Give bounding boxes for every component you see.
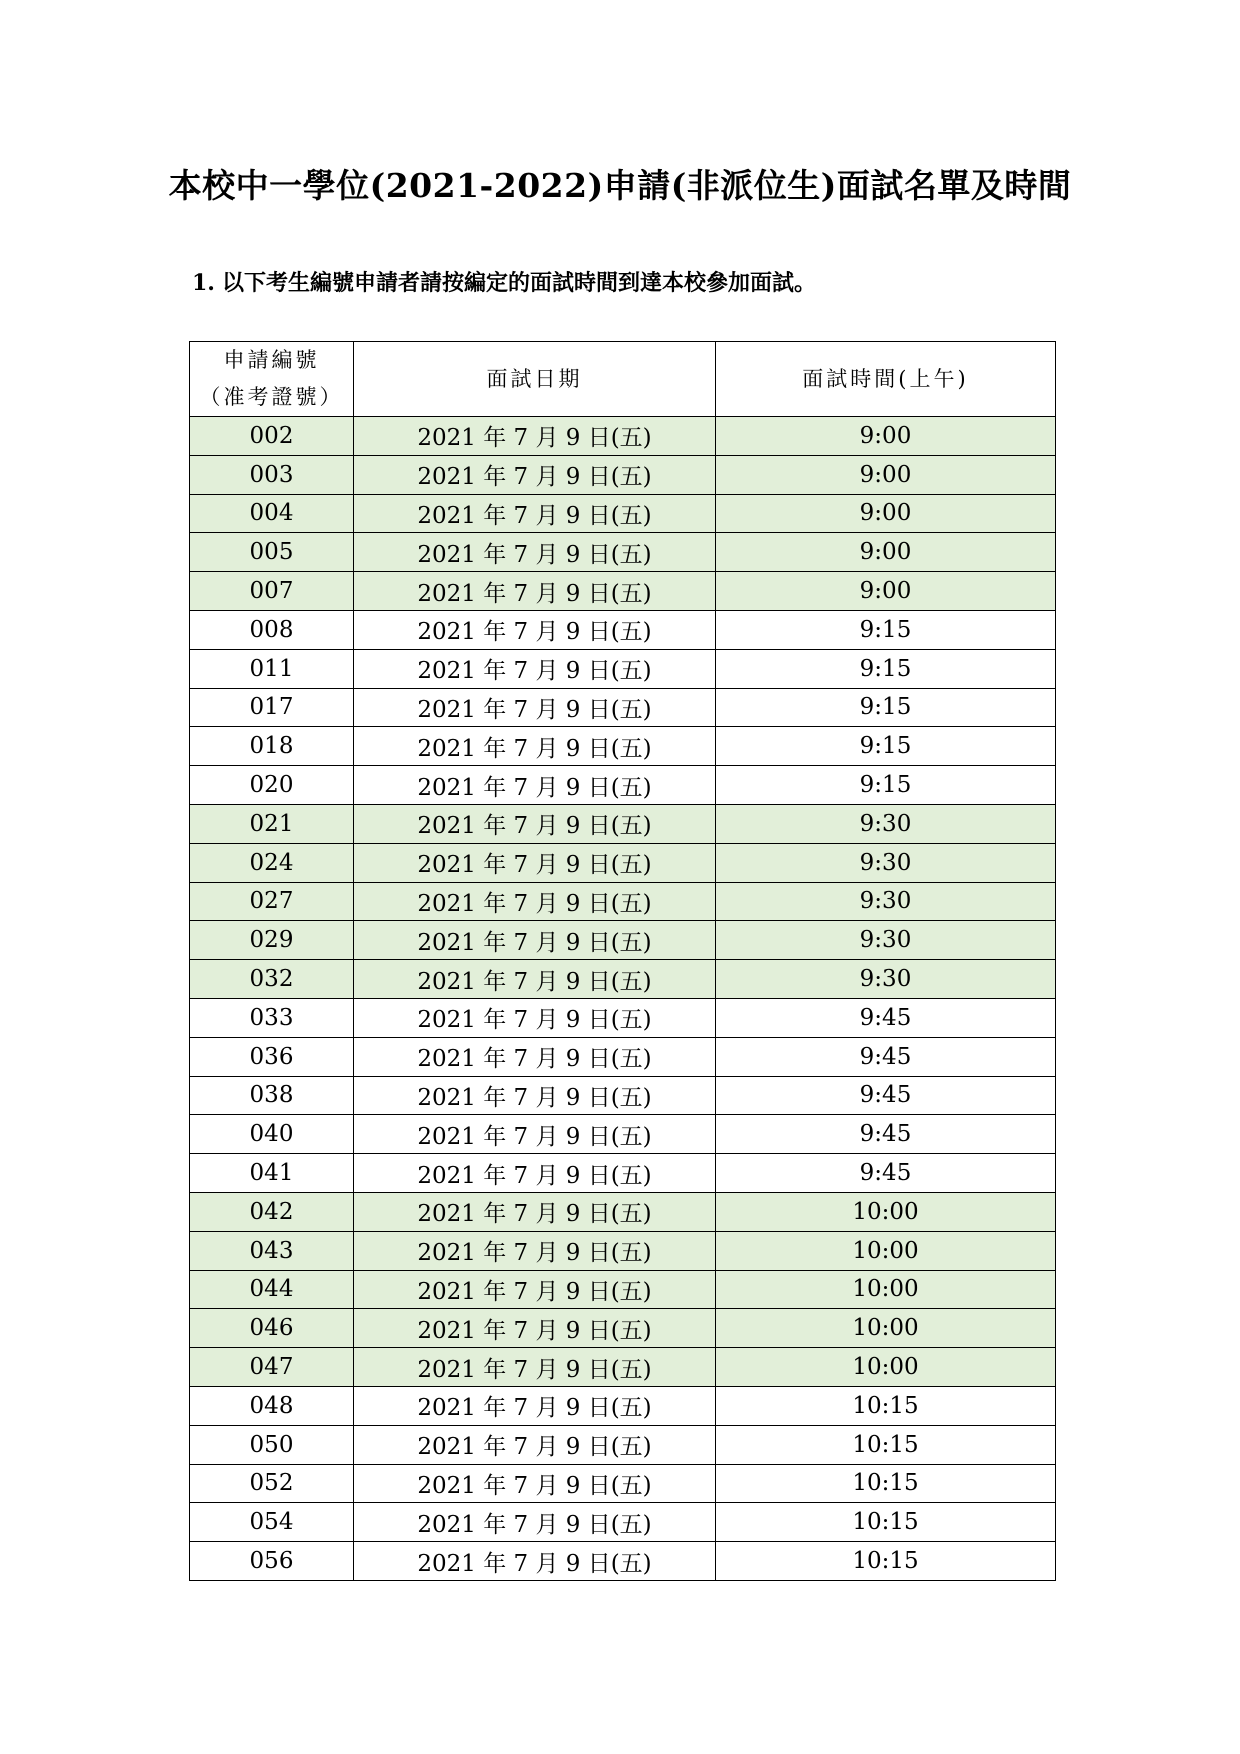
cell-application-number: 047 <box>190 1348 354 1387</box>
cell-interview-date: 2021 年 7 月 9 日(五) <box>354 1115 716 1154</box>
cell-interview-time: 9:30 <box>716 843 1056 882</box>
cell-application-number: 020 <box>190 766 354 805</box>
cell-application-number: 044 <box>190 1270 354 1309</box>
cell-interview-time: 10:15 <box>716 1386 1056 1425</box>
cell-interview-time: 9:45 <box>716 1076 1056 1115</box>
table-row <box>190 688 1056 727</box>
cell-interview-time: 10:00 <box>716 1192 1056 1231</box>
table-row <box>190 1076 1056 1115</box>
table-row <box>190 417 1056 456</box>
cell-interview-date: 2021 年 7 月 9 日(五) <box>354 1542 716 1581</box>
cell-interview-time: 10:15 <box>716 1542 1056 1581</box>
instruction-item <box>192 266 816 297</box>
cell-application-number: 040 <box>190 1115 354 1154</box>
cell-interview-date: 2021 年 7 月 9 日(五) <box>354 1154 716 1193</box>
cell-interview-time: 10:00 <box>716 1348 1056 1387</box>
cell-interview-time: 10:15 <box>716 1425 1056 1464</box>
cell-interview-time: 9:15 <box>716 610 1056 649</box>
cell-interview-date: 2021 年 7 月 9 日(五) <box>354 494 716 533</box>
cell-interview-time: 9:00 <box>716 494 1056 533</box>
cell-interview-time: 9:45 <box>716 998 1056 1037</box>
cell-application-number: 024 <box>190 843 354 882</box>
cell-interview-time: 9:30 <box>716 960 1056 999</box>
cell-interview-time: 9:00 <box>716 533 1056 572</box>
cell-interview-date: 2021 年 7 月 9 日(五) <box>354 455 716 494</box>
cell-application-number: 050 <box>190 1425 354 1464</box>
cell-application-number: 002 <box>190 417 354 456</box>
cell-application-number: 011 <box>190 649 354 688</box>
cell-interview-time: 9:30 <box>716 804 1056 843</box>
cell-application-number: 056 <box>190 1542 354 1581</box>
cell-interview-date: 2021 年 7 月 9 日(五) <box>354 688 716 727</box>
table-row <box>190 572 1056 611</box>
cell-application-number: 004 <box>190 494 354 533</box>
cell-application-number: 003 <box>190 455 354 494</box>
cell-interview-time: 9:30 <box>716 882 1056 921</box>
table-row <box>190 1231 1056 1270</box>
cell-application-number: 036 <box>190 1037 354 1076</box>
table-row <box>190 998 1056 1037</box>
table-row <box>190 1348 1056 1387</box>
table-row <box>190 533 1056 572</box>
cell-interview-time: 10:00 <box>716 1231 1056 1270</box>
cell-interview-date: 2021 年 7 月 9 日(五) <box>354 1348 716 1387</box>
cell-interview-date: 2021 年 7 月 9 日(五) <box>354 1231 716 1270</box>
cell-interview-time: 9:00 <box>716 417 1056 456</box>
cell-interview-date: 2021 年 7 月 9 日(五) <box>354 998 716 1037</box>
header-interview-date: 面試日期 <box>354 342 716 417</box>
cell-interview-date: 2021 年 7 月 9 日(五) <box>354 610 716 649</box>
cell-interview-date: 2021 年 7 月 9 日(五) <box>354 1076 716 1115</box>
cell-interview-date: 2021 年 7 月 9 日(五) <box>354 572 716 611</box>
cell-interview-time: 10:15 <box>716 1503 1056 1542</box>
cell-application-number: 038 <box>190 1076 354 1115</box>
cell-application-number: 048 <box>190 1386 354 1425</box>
cell-interview-date: 2021 年 7 月 9 日(五) <box>354 1503 716 1542</box>
cell-interview-date: 2021 年 7 月 9 日(五) <box>354 843 716 882</box>
table-row <box>190 455 1056 494</box>
instruction-text: 以下考生編號申請者請按編定的面試時間到達本校參加面試。 <box>222 270 817 296</box>
cell-interview-date: 2021 年 7 月 9 日(五) <box>354 1386 716 1425</box>
table-row <box>190 727 1056 766</box>
table-row <box>190 1270 1056 1309</box>
interview-schedule-table <box>189 341 1056 1581</box>
cell-interview-time: 9:45 <box>716 1037 1056 1076</box>
cell-interview-date: 2021 年 7 月 9 日(五) <box>354 804 716 843</box>
cell-interview-date: 2021 年 7 月 9 日(五) <box>354 533 716 572</box>
table-row <box>190 1115 1056 1154</box>
cell-application-number: 046 <box>190 1309 354 1348</box>
cell-application-number: 029 <box>190 921 354 960</box>
page-title: 本校中一學位(2021-2022)申請(非派位生)面試名單及時間 <box>168 166 1072 205</box>
cell-application-number: 042 <box>190 1192 354 1231</box>
cell-interview-time: 9:15 <box>716 649 1056 688</box>
cell-interview-time: 10:00 <box>716 1270 1056 1309</box>
cell-interview-date: 2021 年 7 月 9 日(五) <box>354 649 716 688</box>
cell-interview-time: 9:30 <box>716 921 1056 960</box>
table-row <box>190 843 1056 882</box>
cell-interview-time: 10:15 <box>716 1464 1056 1503</box>
table-row <box>190 960 1056 999</box>
cell-application-number: 052 <box>190 1464 354 1503</box>
cell-interview-date: 2021 年 7 月 9 日(五) <box>354 921 716 960</box>
cell-interview-date: 2021 年 7 月 9 日(五) <box>354 1464 716 1503</box>
cell-interview-time: 9:15 <box>716 688 1056 727</box>
cell-interview-date: 2021 年 7 月 9 日(五) <box>354 766 716 805</box>
table-body <box>190 417 1056 1581</box>
table-row <box>190 649 1056 688</box>
cell-application-number: 041 <box>190 1154 354 1193</box>
table-row <box>190 1425 1056 1464</box>
cell-application-number: 008 <box>190 610 354 649</box>
cell-interview-time: 9:00 <box>716 572 1056 611</box>
cell-interview-time: 9:15 <box>716 766 1056 805</box>
table-row <box>190 1309 1056 1348</box>
cell-application-number: 005 <box>190 533 354 572</box>
cell-interview-date: 2021 年 7 月 9 日(五) <box>354 1192 716 1231</box>
instruction-number: 1. <box>192 270 215 296</box>
cell-interview-date: 2021 年 7 月 9 日(五) <box>354 417 716 456</box>
table-row <box>190 1154 1056 1193</box>
cell-application-number: 018 <box>190 727 354 766</box>
table-row <box>190 1542 1056 1581</box>
table-row <box>190 921 1056 960</box>
header-application-number <box>190 342 354 417</box>
cell-application-number: 021 <box>190 804 354 843</box>
cell-application-number: 043 <box>190 1231 354 1270</box>
cell-interview-date: 2021 年 7 月 9 日(五) <box>354 1037 716 1076</box>
table-row <box>190 494 1056 533</box>
table-row <box>190 610 1056 649</box>
cell-application-number: 017 <box>190 688 354 727</box>
table-row <box>190 1192 1056 1231</box>
cell-interview-time: 9:15 <box>716 727 1056 766</box>
table-row <box>190 1037 1056 1076</box>
cell-interview-time: 10:00 <box>716 1309 1056 1348</box>
cell-interview-time: 9:45 <box>716 1115 1056 1154</box>
table-row <box>190 882 1056 921</box>
table-row <box>190 1464 1056 1503</box>
table-row <box>190 1503 1056 1542</box>
cell-interview-date: 2021 年 7 月 9 日(五) <box>354 960 716 999</box>
cell-interview-date: 2021 年 7 月 9 日(五) <box>354 1309 716 1348</box>
cell-interview-time: 9:00 <box>716 455 1056 494</box>
header-application-number-line1: 申請編號 <box>223 348 320 372</box>
cell-application-number: 033 <box>190 998 354 1037</box>
table-header-row <box>190 342 1056 417</box>
cell-interview-date: 2021 年 7 月 9 日(五) <box>354 882 716 921</box>
table-row <box>190 804 1056 843</box>
header-application-number-line2: （准考證號） <box>199 385 344 409</box>
cell-interview-date: 2021 年 7 月 9 日(五) <box>354 1270 716 1309</box>
cell-interview-date: 2021 年 7 月 9 日(五) <box>354 727 716 766</box>
cell-application-number: 032 <box>190 960 354 999</box>
cell-interview-date: 2021 年 7 月 9 日(五) <box>354 1425 716 1464</box>
table-row <box>190 766 1056 805</box>
cell-interview-time: 9:45 <box>716 1154 1056 1193</box>
header-interview-time: 面試時間(上午) <box>716 342 1056 417</box>
cell-application-number: 027 <box>190 882 354 921</box>
cell-application-number: 054 <box>190 1503 354 1542</box>
cell-application-number: 007 <box>190 572 354 611</box>
table-row <box>190 1386 1056 1425</box>
